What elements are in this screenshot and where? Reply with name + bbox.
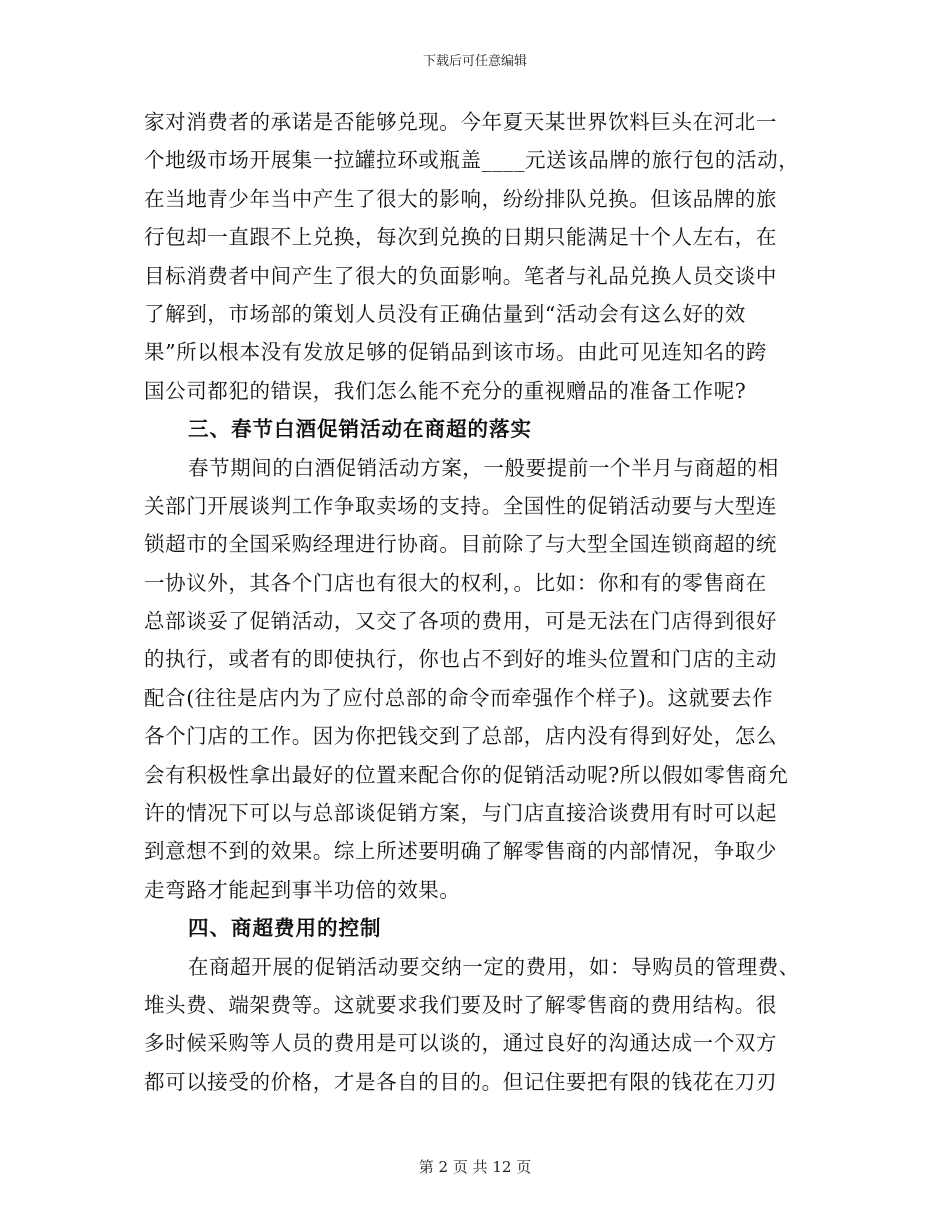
text-line: 多时候采购等人员的费用是可以谈的，通过良好的沟通达成一个双方 (144, 1031, 777, 1056)
text-line: 配合(往往是店内为了应付总部的命令而牵强作个样子)。这就要去作 (144, 685, 774, 710)
text-line: 家对消费者的承诺是否能够兑现。今年夏天某世界饮料巨头在河北一 (144, 110, 777, 134)
paragraph-1 (144, 103, 809, 410)
text-line: 了解到，市场部的策划人员没有正确估量到“活动会有这么好的效 (144, 301, 746, 326)
text-line: 春节期间的白酒促销活动方案，一般要提前一个半月与商超的相 (188, 455, 779, 480)
text-line: 行包却一直跟不上兑换，每次到兑换的日期只能满足十个人左右，在 (144, 225, 777, 250)
text-line: 锁超市的全国采购经理进行协商。目前除了与大型全国连锁商超的统 (144, 532, 777, 557)
text-line: 在商超开展的促销活动要交纳一定的费用，如：导购员的管理费、 (188, 954, 800, 979)
text-line: 都可以接受的价格，才是各自的目的。但记住要把有限的钱花在刀刃 (144, 1069, 777, 1094)
page-header: 下载后可任意编辑 (422, 54, 527, 69)
text-line: 在当地青少年当中产生了很大的影响，纷纷排队兑换。但该品牌的旅 (144, 186, 777, 211)
text-line: 到意想不到的效果。综上所述要明确了解零售商的内部情况，争取少 (144, 839, 777, 864)
paragraph-2 (144, 449, 809, 910)
text-line: 会有积极性拿出最好的位置来配合你的促销活动呢?所以假如零售商允 (144, 762, 789, 787)
text-line: 许的情况下可以与总部谈促销方案，与门店直接洽谈费用有时可以起 (144, 801, 777, 826)
document-body (144, 103, 809, 1101)
text-line: 个地级市场开展集一拉罐拉环或瓶盖____元送该品牌的旅行包的活动， (144, 148, 800, 173)
page-footer: 第 2 页 共 12 页 (418, 1158, 532, 1176)
text-line: 总部谈妥了促销活动，又交了各项的费用，可是无法在门店得到很好 (144, 609, 777, 634)
text-line: 各个门店的工作。因为你把钱交到了总部，店内没有得到好处，怎么 (144, 724, 777, 749)
paragraph-3 (144, 948, 809, 1102)
text-line: 的执行，或者有的即使执行，你也占不到好的堆头位置和门店的主动 (144, 647, 777, 672)
text-line: 走弯路才能起到事半功倍的效果。 (144, 877, 461, 902)
section-heading-4: 四、商超费用的控制 (188, 916, 382, 941)
text-line: 国公司都犯的错误，我们怎么能不充分的重视赠品的准备工作呢? (144, 378, 747, 403)
text-line: 堆头费、端架费等。这就要求我们要及时了解零售商的费用结构。很 (144, 992, 777, 1017)
text-line: 果”所以根本没有发放足够的促销品到该市场。由此可见连知名的跨 (144, 340, 767, 365)
text-line: 目标消费者中间产生了很大的负面影响。笔者与礼品兑换人员交谈中 (144, 263, 777, 288)
text-line: 一协议外，其各个门店也有很大的权利，。比如：你和有的零售商在 (144, 570, 767, 595)
text-line: 关部门开展谈判工作争取卖场的支持。全国性的促销活动要与大型连 (144, 493, 777, 518)
section-heading-3: 三、春节白酒促销活动在商超的落实 (188, 417, 532, 442)
